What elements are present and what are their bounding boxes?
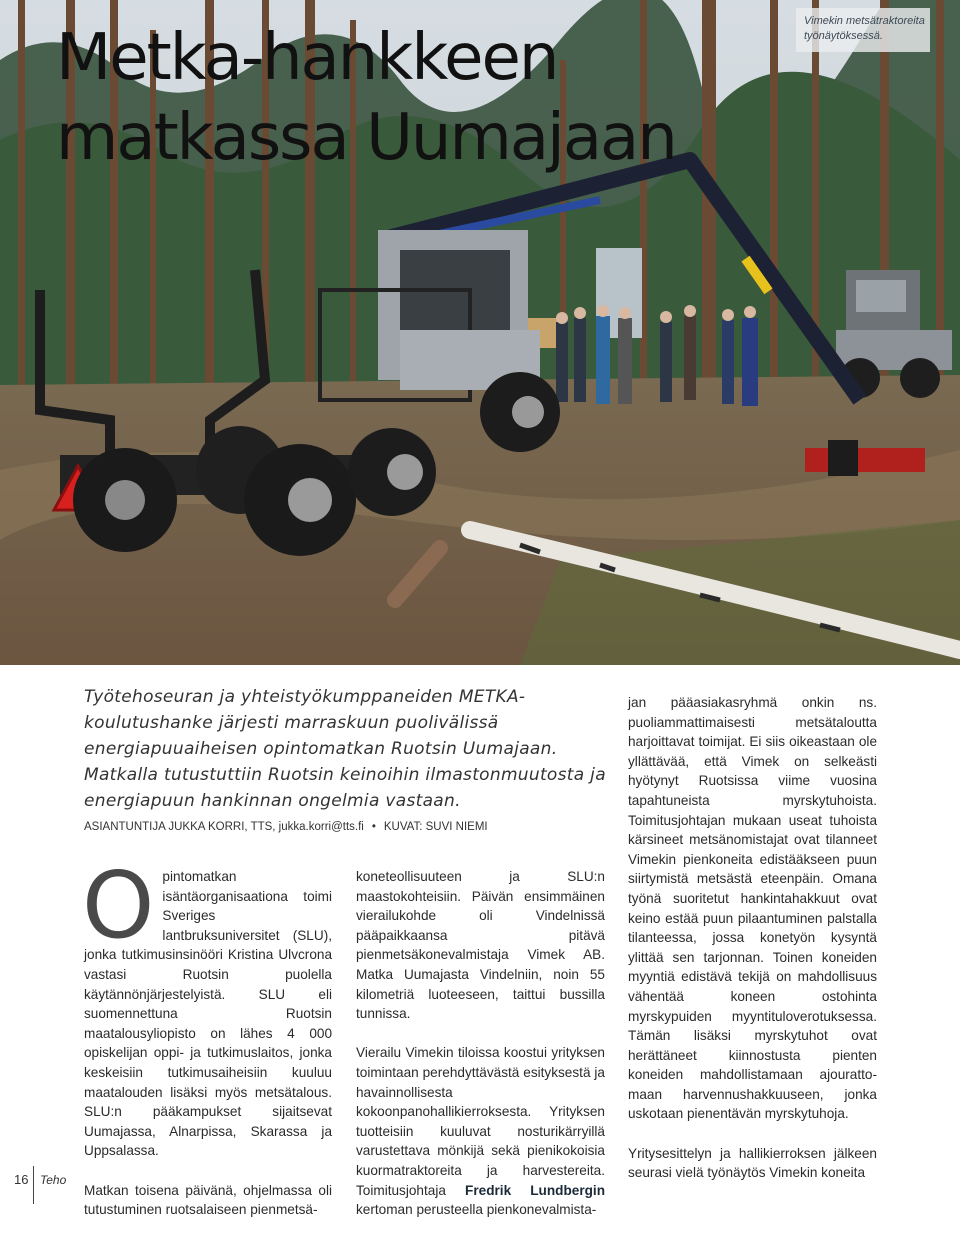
photo-caption: Vimekin metsätraktoreita työnäytöksessä. xyxy=(804,15,925,42)
byline-photographer: KUVAT: SUVI NIEMI xyxy=(383,821,488,833)
magazine-name: Teho xyxy=(40,1173,67,1187)
page-number: 16 xyxy=(14,1172,29,1187)
lead-paragraph: Työtehoseuran ja yhteistyökumppaneiden METKA-koulutushanke järjesti marraskuun puolivälissä energiapuuaiheisen opintomatkan Ruotsin Uumajaan. Matkalla tutustuttiin Ruotsin keinoihin ilmastonmuutosta ja energiapuun hankinnan ongelmia vastaan. xyxy=(84,687,606,811)
article-headline xyxy=(56,18,676,178)
headline-line-1: Metka-hankkeen xyxy=(56,21,558,95)
byline-separator: • xyxy=(371,821,376,833)
person-name: Fredrik Lundbergin xyxy=(465,1182,605,1198)
body-column-2 xyxy=(356,867,605,1239)
headline-line-2: matkassa Uumajaan xyxy=(56,101,676,175)
body-text: Vierailu Vimekin tiloissa koostui yrityksen toimintaan perehdyttävästä esityksestä ja havainnollisesta kokoonpanohallikierroksesta. Yrityksen tuotteisiin kuuluvat nosturikärryillä varustettava mönkijä sekä pienikokoisia kuormatraktoreita ja harvestereita. Toimitusjohtaja xyxy=(356,1045,605,1198)
body-column-1 xyxy=(82,852,332,1239)
body-column-3 xyxy=(628,693,877,1202)
body-paragraph: koneteollisuuteen ja SLU:n maastokohteisiin. Päivän ensimmäinen vierailukohde oli Vindelnissä pääpaikkaansa pitävä pienmetsäkonevalmistaja Vimek AB. Matka Uumajasta Vindelniin, noin 55 kilometriä luoteeseen, taittui bussilla tunnissa. xyxy=(356,869,605,1022)
body-paragraph xyxy=(82,852,332,1161)
body-text: kertoman perusteella pienkonevalmista- xyxy=(356,1202,597,1218)
body-paragraph: Yritysesittelyn ja hallikierroksen jälkeen seurasi vielä työnäytös Vimekin koneita xyxy=(628,1145,877,1181)
body-paragraph: Matkan toisena päivänä, ohjelmassa oli tutustuminen ruotsalaiseen pienmetsä- xyxy=(84,1182,332,1218)
body-paragraph xyxy=(356,1043,605,1219)
byline-author: ASIANTUNTIJA JUKKA KORRI, TTS, jukka.korri@tts.fi xyxy=(84,821,364,833)
byline xyxy=(84,821,488,833)
body-paragraph: jan pääasiakasryhmä onkin ns. puoliammattimaisesti metsätaloutta harjoittavat toimijat. Ei siis oikeastaan ole yllättävää, että Vimek on selkeästi hyötynyt Ruotsissa viime vuosina tapahtuneista myrskytuhoista. Toimitusjohtajan mukaan useat tuhoista kärsineet metsänomistajat ovat tilanneet Vimekin pienkoneita edistääkseen puun siirtymistä metsästä eteenpäin. Omana työnä suoritetut hankintahakkuut ovat keino estää puun pilaantuminen palstalla tilanteessa, jossa konetyön kysyntä ylittää sen tarjonnan. Toinen koneiden myyntiä edistävä tekijä on mahdollisuus vähentää koneen ostohinta myrskypuiden myyntituloverotuksessa. Tämän lisäksi myrskytuhot ovat herättäneet kiinnostusta pienten koneiden mahdollistamaan ajourattomaan harvennushakkuuseen, jonka uskotaan pienentävän myrskytuhoja. xyxy=(628,695,877,1122)
footer-divider xyxy=(33,1166,34,1204)
body-text: pintomatkan isäntäorganisaationa toimi Sveriges lantbruksuniversitet (SLU), jonka tutkimusinsinööri Kristina Ulvcrona vastasi Ruotsin puolella käytännönjärjestelyistä. SLU eli suomennettuna Ruotsin maatalousyliopisto on lähes 4 000 opiskelijan oppi- ja tutkimuslaitos, jonka keskeisiin tutkimusaiheisiin kuuluu maatalouden lisäksi myös metsätalous. SLU:n pääkampukset sijaitsevat Uumajassa, Alnarpissa, Skarassa ja Uppsalassa. xyxy=(84,869,332,1159)
drop-cap: O xyxy=(82,852,155,959)
